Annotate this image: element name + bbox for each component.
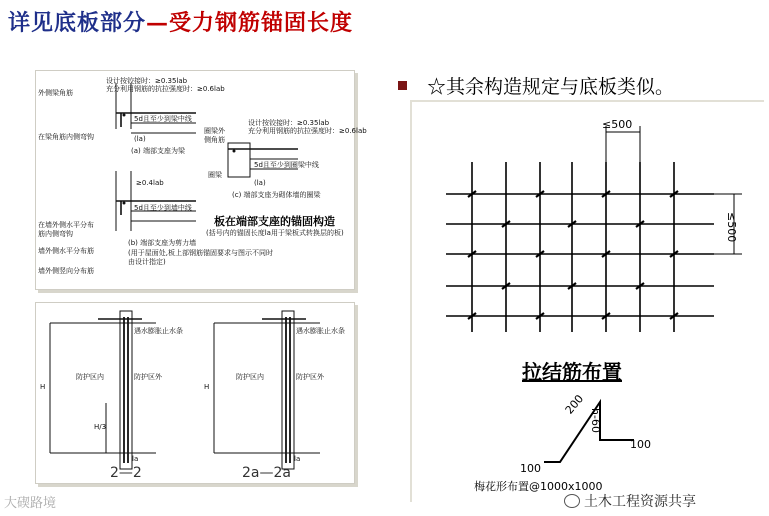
label-la-c: (la) <box>254 179 266 187</box>
tie-bar-grid-drawing <box>412 102 764 502</box>
title-part1: 详见底板部分 <box>8 10 147 36</box>
label-beam-corner: 外侧梁角筋 <box>38 89 73 97</box>
label-H-r: H <box>204 383 210 391</box>
bullet-square-icon <box>398 81 407 90</box>
label-wall-horiz: 墙外侧水平分布筋 <box>38 247 94 255</box>
caption-a: (a) 端部支座为梁 <box>131 147 185 155</box>
section-label-2-2: 2—2 <box>110 465 142 481</box>
wechat-icon <box>564 494 580 508</box>
label-hinge-a: 设计按铰接时：≥0.35lab <box>106 77 188 85</box>
tie-bar-grid-panel <box>410 100 764 502</box>
dim-horizontal: ≤500 <box>602 118 633 131</box>
detail-note: (括号内的锚固长度la用于梁板式转换层的板) <box>206 229 344 237</box>
label-hook-wall: 在墙外侧水平分布筋内侧弯钩 <box>38 221 94 238</box>
detail-title: 板在端部支座的锚固构造 <box>214 215 335 228</box>
label-inside-r: 防护区内 <box>236 373 264 381</box>
label-hook-beam: 在梁角筋内侧弯钩 <box>38 133 94 141</box>
grid-footer-note: 梅花形布置@1000x1000 <box>474 480 603 493</box>
bullet-line <box>398 72 674 99</box>
label-waterstop-l: 遇水膨胀止水条 <box>134 327 183 335</box>
hook-dim-100-right: 100 <box>630 438 651 451</box>
label-5d-beam: 5d且至少到梁中线 <box>134 115 192 123</box>
dim-vertical: ≤500 <box>725 212 738 243</box>
label-04lab: ≥0.4lab <box>136 179 164 187</box>
label-ring-beam: 圈梁 <box>208 171 222 179</box>
wall-section-panel <box>35 302 355 484</box>
watermark-right <box>564 491 696 511</box>
label-la-l: la <box>132 455 139 463</box>
label-5d-ring: 5d且至少到圈梁中线 <box>254 161 319 169</box>
label-full-a: 充分利用钢筋的抗拉强度时：≥0.6lab <box>106 85 225 93</box>
bullet-text: ☆其余构造规定与底板类似。 <box>427 76 675 98</box>
label-la-r: la <box>294 455 301 463</box>
label-outside-l: 防护区外 <box>134 373 162 381</box>
caption-c: (c) 端部支座为砌体墙的圈梁 <box>232 191 321 199</box>
label-la-a: (la) <box>134 135 146 143</box>
hook-dim-h60: h-60 <box>589 408 602 433</box>
caption-b: (b) 端部支座为剪力墙 <box>128 239 197 247</box>
watermark-left: 大碶路境 <box>4 496 57 511</box>
title-part2: —受力钢筋锚固长度 <box>146 10 354 36</box>
label-5d-wall: 5d且至少到墙中线 <box>134 204 192 212</box>
label-outside-r: 防护区外 <box>296 373 324 381</box>
label-waterstop-r: 遇水膨胀止水条 <box>296 327 345 335</box>
label-full-c: 充分利用钢筋的抗拉强度时：≥0.6lab <box>248 127 367 135</box>
label-H3: H/3 <box>94 423 107 431</box>
grid-caption: 拉结筋布置 <box>522 360 622 384</box>
note-b: (用于屋面处,板上部钢筋锚固要求与图示不同时由设计指定) <box>128 249 273 266</box>
hook-dim-200: 200 <box>562 392 587 417</box>
label-hinge-c: 设计按铰接时：≥0.35lab <box>248 119 330 127</box>
label-wall-vert: 墙外侧竖向分布筋 <box>38 267 94 275</box>
label-H-l: H <box>40 383 46 391</box>
watermark-right-text: 土木工程资源共享 <box>584 494 696 510</box>
hook-dim-100-left: 100 <box>520 462 541 475</box>
label-inside-l: 防护区内 <box>76 373 104 381</box>
slide-title <box>8 6 353 37</box>
section-label-2a-2a: 2a—2a <box>242 465 291 481</box>
anchorage-detail-panel <box>35 70 367 290</box>
label-ring-corner: 圈梁外侧角筋 <box>204 127 225 144</box>
